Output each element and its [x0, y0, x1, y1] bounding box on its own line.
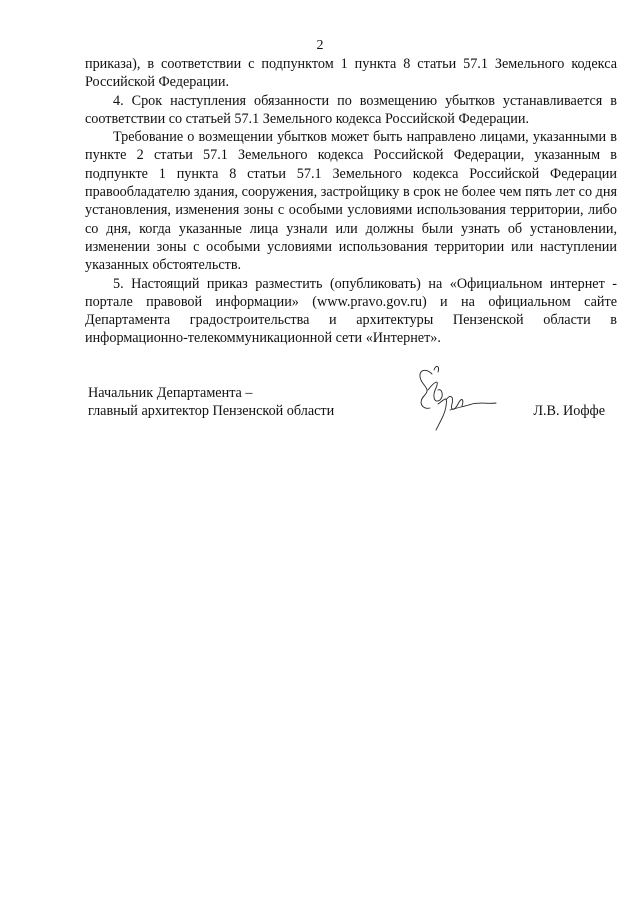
- signer-name: Л.В. Иоффе: [533, 403, 605, 419]
- handwritten-signature: [410, 360, 500, 440]
- signature-block: [85, 384, 617, 444]
- paragraph-continuation: приказа), в соответствии с подпунктом 1 пункта 8 статьи 57.1 Земельного кодекса Российской Федерации.: [85, 56, 617, 91]
- signer-title: [88, 384, 334, 421]
- paragraph-item-4: 4. Срок наступления обязанности по возмещению убытков устанавливается в соответствии со статьей 57.1 Земельного кодекса Российской Федерации.: [85, 92, 617, 127]
- paragraph-damages-claim: Требование о возмещении убытков может быть направлено лицами, указанными в пункте 2 статьи 57.1 Земельного кодекса Российской Федерации, указанным в подпункте 1 пункта 8 статьи 57.1 Земельного кодекса Российской Федерации правообладателю здания, сооружения, застройщику в срок не более чем пять лет со дня установления, изменения зоны с особыми условиями использования территории, либо со дня, когда указанные лица узнали или должны были узнать об установлении, изменении зоны с особыми условиями использования территории или наступлении указанных обстоятельств.: [85, 129, 617, 274]
- document-body: [85, 55, 617, 348]
- signer-title-line-1: Начальник Департамента –: [88, 385, 253, 401]
- page-number: 2: [316, 38, 324, 53]
- paragraph-item-5: 5. Настоящий приказ разместить (опубликовать) на «Официальном интернет - портале правовой информации» (www.pravo.gov.ru) и на официальном сайте Департамента градостроительства и архитектуры Пензенской области в информационно-телекоммуникационной сети «Интернет».: [85, 275, 617, 347]
- signer-title-line-2: главный архитектор Пензенской области: [88, 403, 335, 420]
